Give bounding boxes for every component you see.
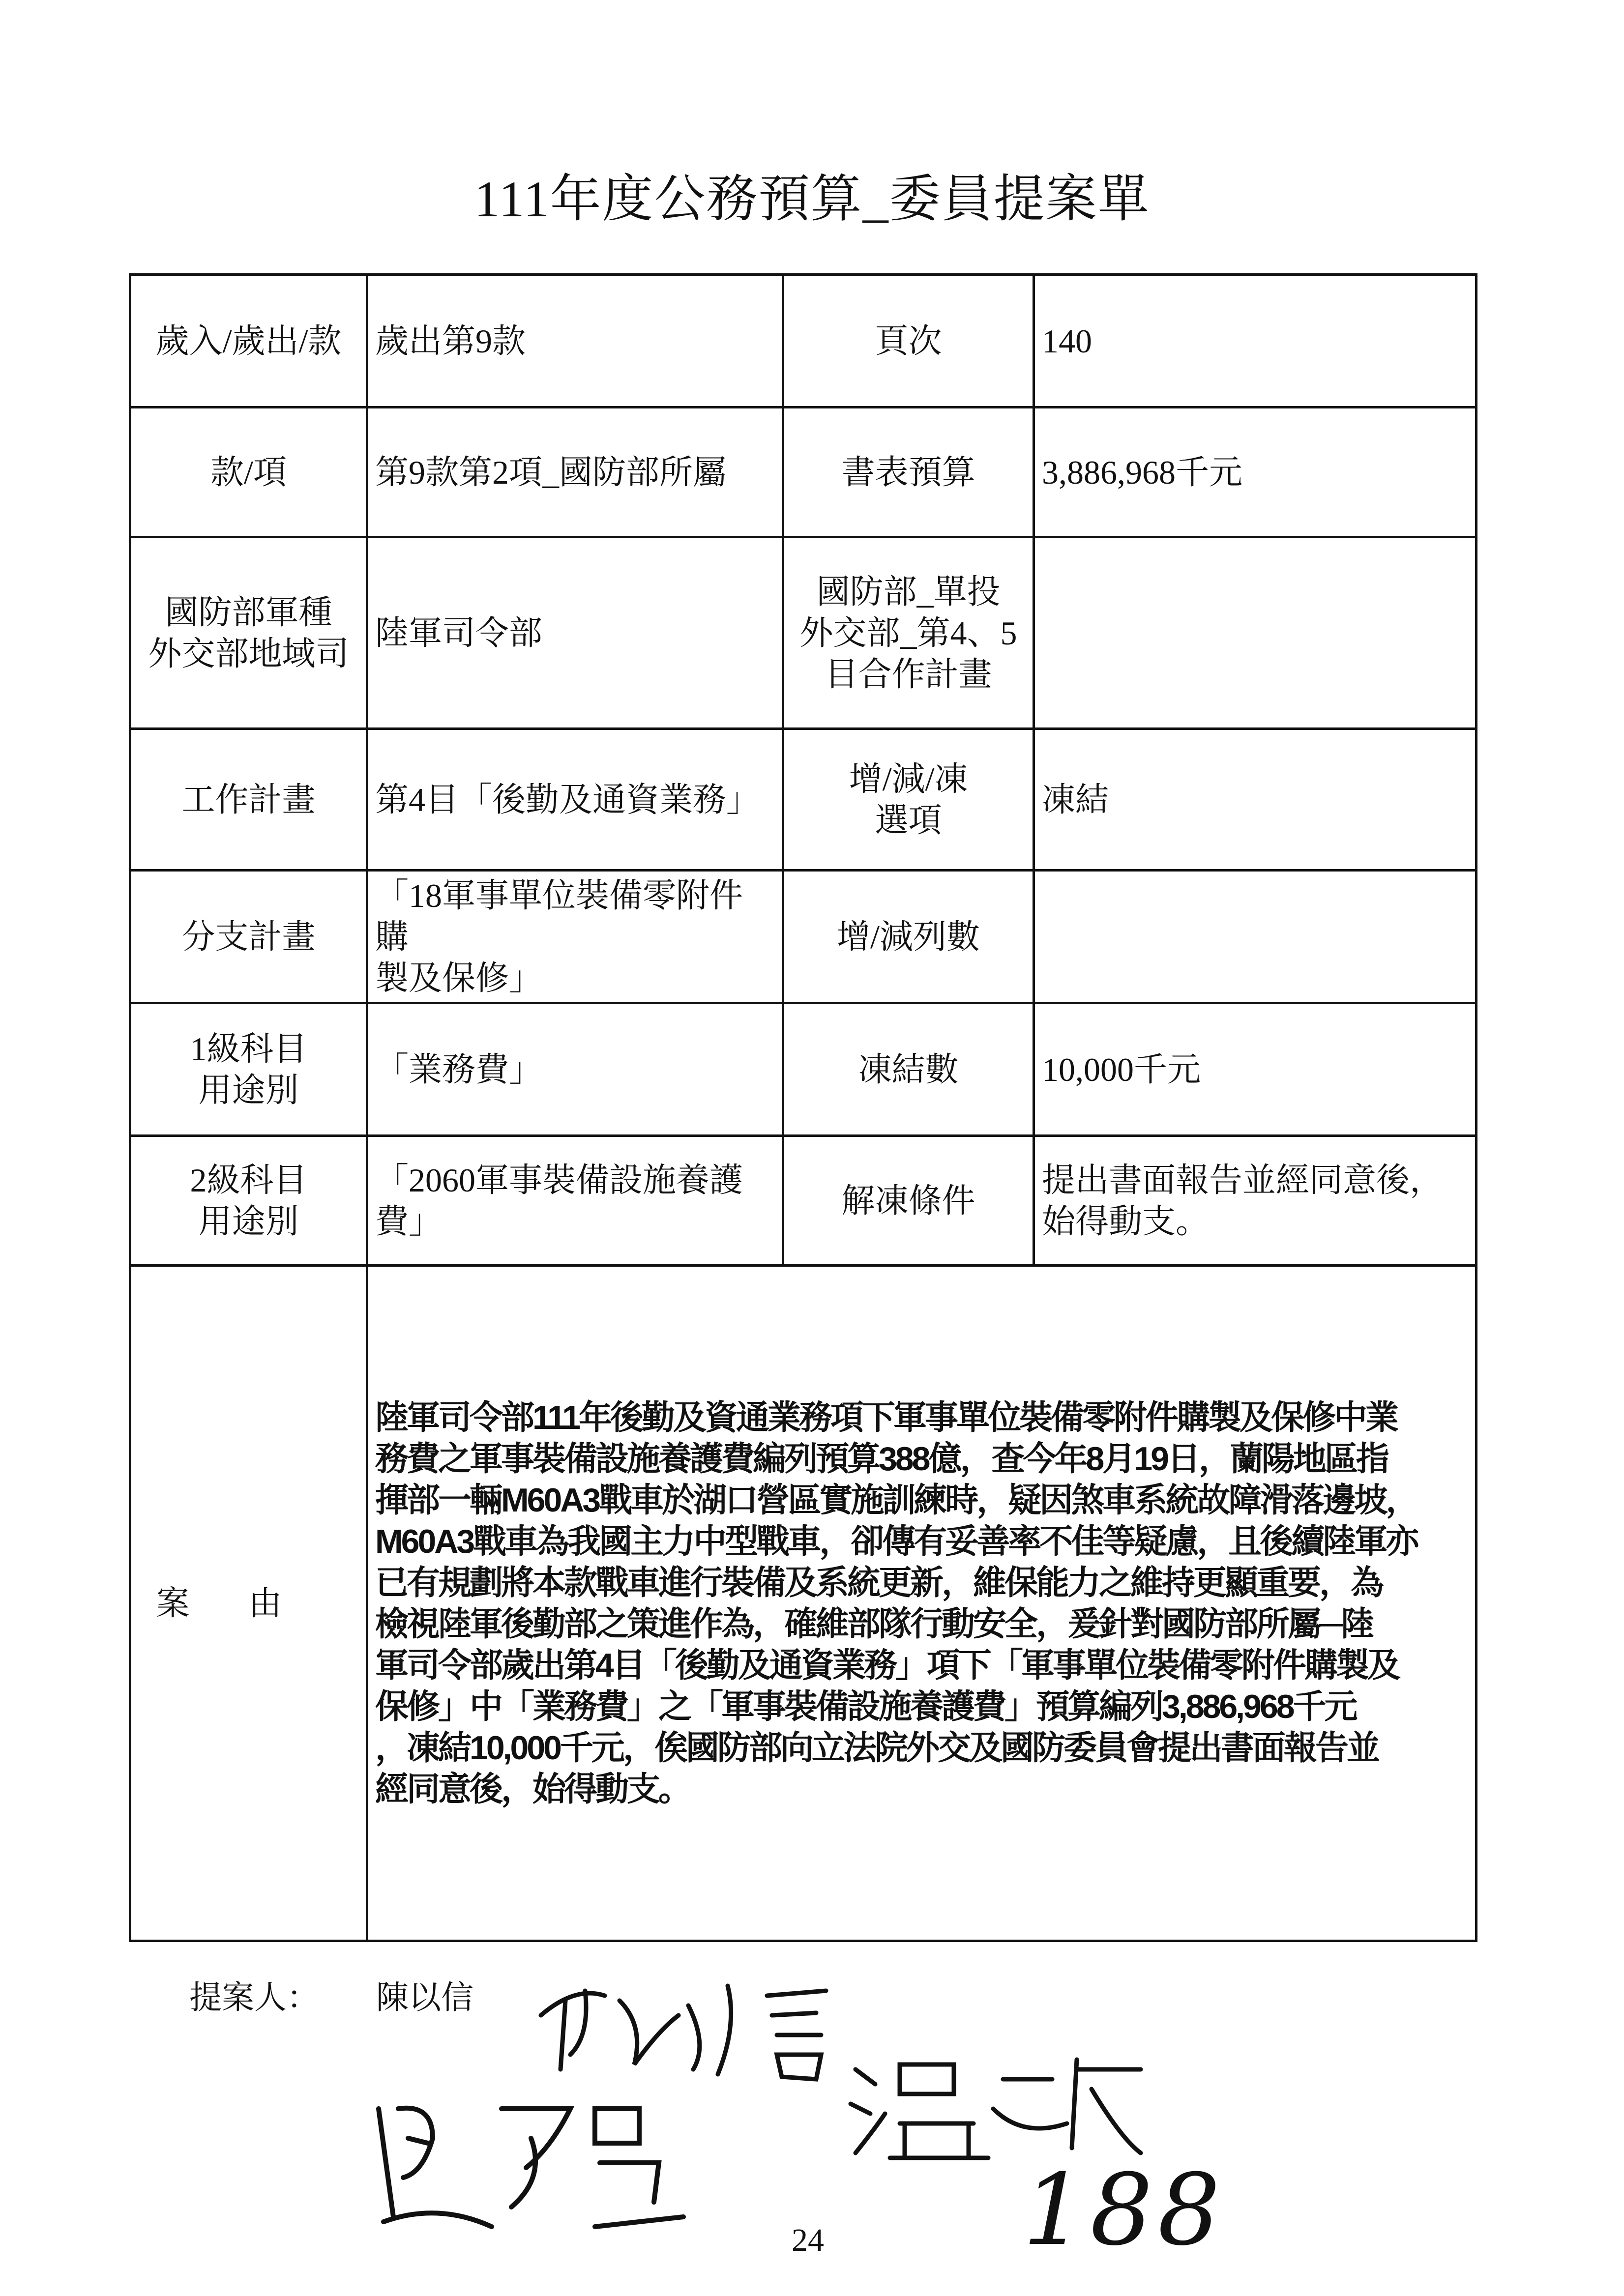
proposer-name: 陳以信 [376, 1980, 473, 2016]
proposal-form-table [129, 273, 1477, 1942]
field-value: 10,000千元 [1034, 1003, 1476, 1136]
field-value: 3,886,968千元 [1034, 407, 1476, 537]
field-label: 增/減/凍 選項 [783, 729, 1034, 871]
form-row [130, 871, 1476, 1003]
reason-line: 揮部一輛M60A3戰車於湖口營區實施訓練時，疑因煞車系統故障滑落邊坡， [375, 1481, 1417, 1519]
reason-line: 陸軍司令部111年後勤及資通業務項下軍事單位裝備零附件購製及保修中業 [375, 1398, 1397, 1436]
handwritten-number: 188 [1023, 2153, 1225, 2267]
reason-line: 經同意後，始得動支。 [375, 1770, 690, 1808]
field-label: 解凍條件 [783, 1136, 1034, 1266]
page-title: 111年度公務預算_委員提案單 [474, 171, 1150, 228]
reason-text [367, 1266, 1476, 1941]
signature-2 [364, 2079, 708, 2241]
field-label: 增/減列數 [783, 871, 1034, 1003]
field-label: 國防部軍種 外交部地域司 [130, 537, 367, 729]
field-value: 「業務費」 [367, 1003, 783, 1136]
field-label: 書表預算 [783, 407, 1034, 537]
page-number: 24 [792, 2222, 824, 2258]
reason-row [130, 1266, 1476, 1941]
form-row [130, 407, 1476, 537]
form-row [130, 537, 1476, 729]
field-label: 1級科目 用途別 [130, 1003, 367, 1136]
reason-line: M60A3戰車為我國主力中型戰車，卻傳有妥善率不佳等疑慮，且後續陸軍亦 [375, 1522, 1417, 1560]
field-value [1034, 537, 1476, 729]
field-label: 2級科目 用途別 [130, 1136, 367, 1266]
reason-line: ，凍結10,000千元，俟國防部向立法院外交及國防委員會提出書面報告並 [375, 1729, 1378, 1767]
field-label: 分支計畫 [130, 871, 367, 1003]
form-row [130, 1136, 1476, 1266]
field-value: 陸軍司令部 [367, 537, 783, 729]
field-value: 「2060軍事裝備設施養護 費」 [367, 1136, 783, 1266]
reason-label: 案由 [130, 1266, 367, 1941]
field-value: 「18軍事單位裝備零附件購 製及保修」 [367, 871, 783, 1003]
field-value: 歲出第9款 [367, 275, 783, 407]
field-label: 款/項 [130, 407, 367, 537]
field-value [1034, 871, 1476, 1003]
field-label: 工作計畫 [130, 729, 367, 871]
form-row [130, 729, 1476, 871]
proposer-label: 提案人： [189, 1980, 319, 2016]
field-label: 頁次 [783, 275, 1034, 407]
form-row [130, 1003, 1476, 1136]
signature-1 [531, 1956, 885, 2084]
reason-line: 已有規劃將本款戰車進行裝備及系統更新，維保能力之維持更顯重要，為 [375, 1564, 1383, 1601]
reason-line: 檢視陸軍後勤部之策進作為，確維部隊行動安全，爰針對國防部所屬─陸 [375, 1605, 1373, 1643]
field-label: 歲入/歲出/款 [130, 275, 367, 407]
field-label: 國防部_單投 外交部_第4、5 目合作計畫 [783, 537, 1034, 729]
reason-line: 保修」中「業務費」之「軍事裝備設施養護費」預算編列3,886,968千元 [375, 1687, 1356, 1725]
field-value: 第4目「後勤及通資業務」 [367, 729, 783, 871]
field-value: 凍結 [1034, 729, 1476, 871]
signature-3 [846, 2040, 1151, 2168]
field-label: 凍結數 [783, 1003, 1034, 1136]
field-value: 第9款第2項_國防部所屬 [367, 407, 783, 537]
field-value: 提出書面報告並經同意後， 始得動支。 [1034, 1136, 1476, 1266]
form-row [130, 275, 1476, 407]
reason-line: 軍司令部歲出第4目「後勤及通資業務」項下「軍事單位裝備零附件購製及 [375, 1646, 1399, 1684]
reason-line: 務費之軍事裝備設施養護費編列預算388億，查今年8月19日，蘭陽地區指 [375, 1440, 1388, 1478]
field-value: 140 [1034, 275, 1476, 407]
